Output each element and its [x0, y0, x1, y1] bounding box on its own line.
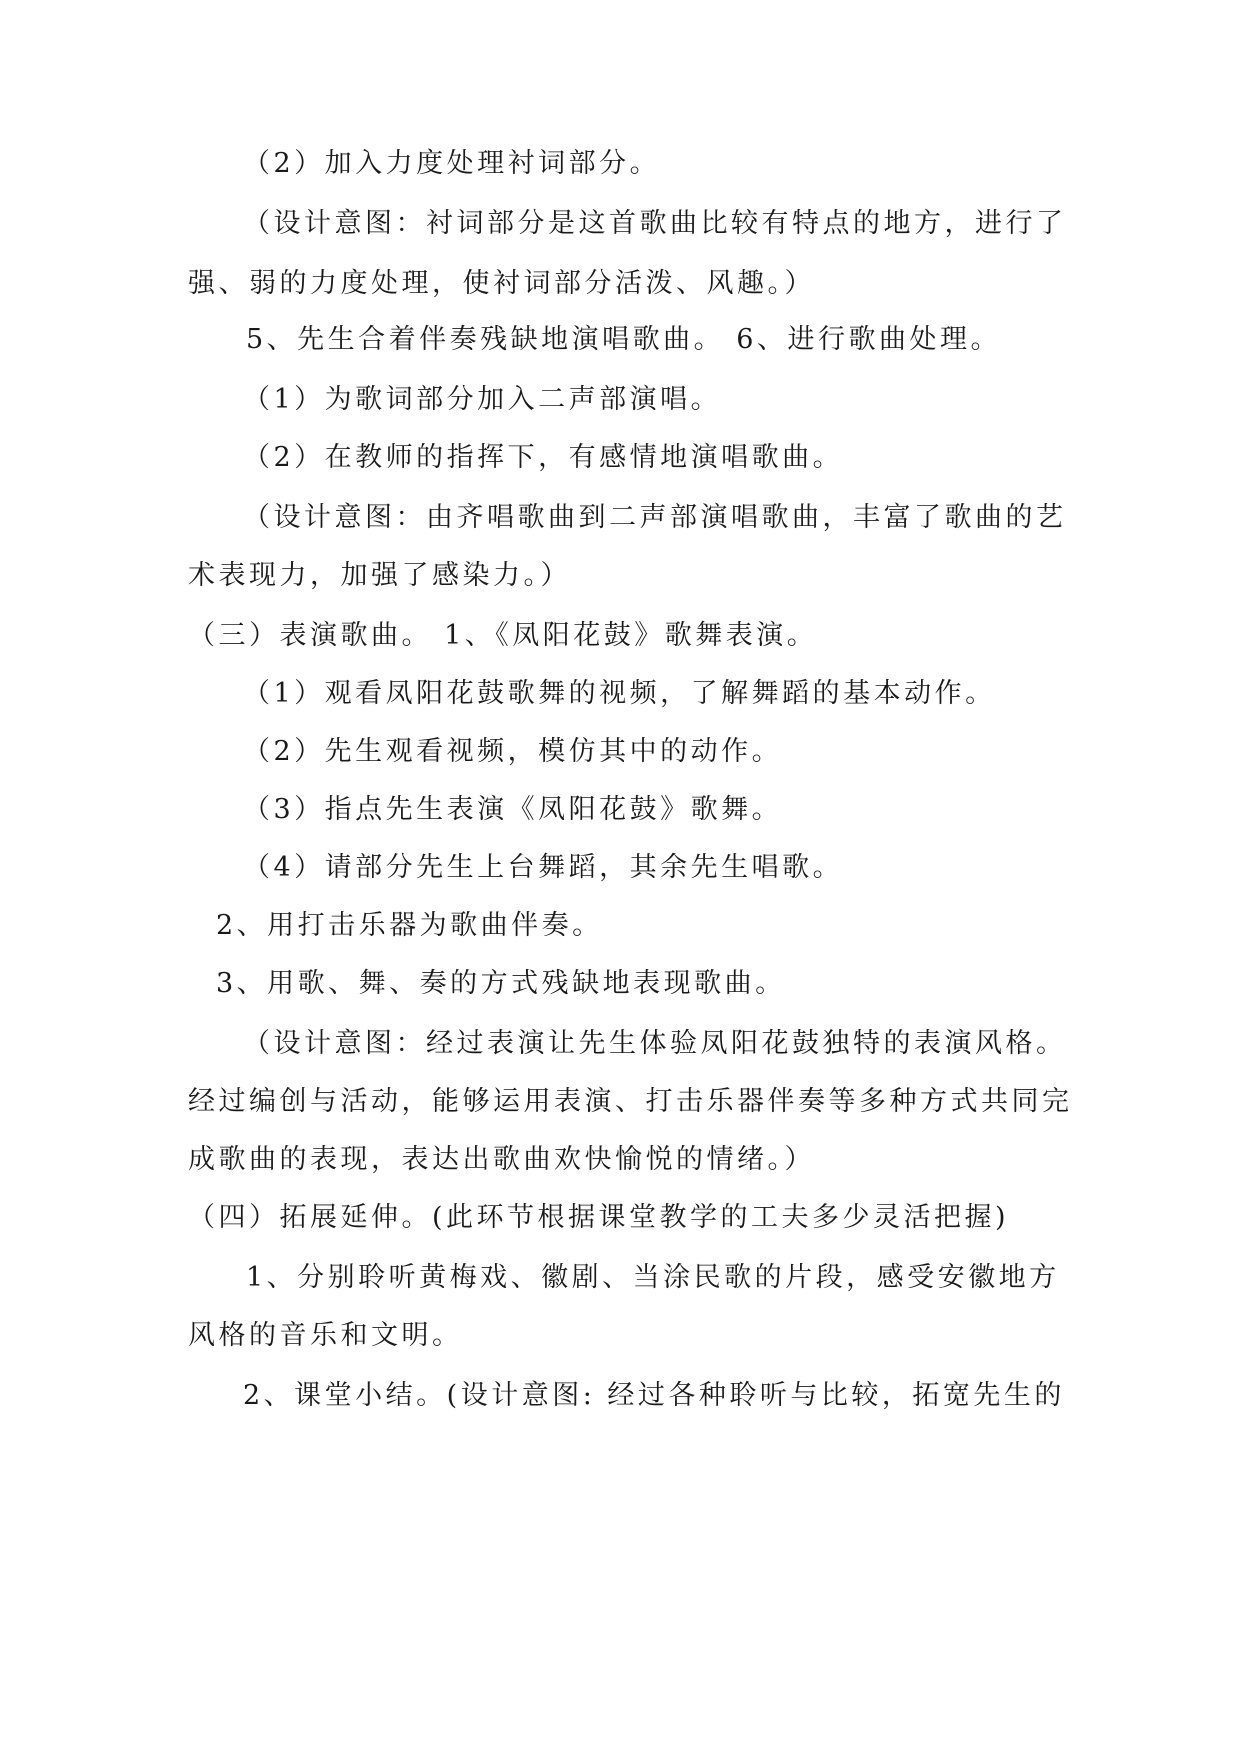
text-line-19: （四）拓展延伸。(此环节根据课堂教学的工夫多少灵活把握) [188, 1202, 1010, 1233]
text-line-22: 2、课堂小结。(设计意图: 经过各种聆听与比较，拓宽先生的 [243, 1380, 1065, 1411]
text-line-5: （1）为歌词部分加入二声部演唱。 [243, 384, 722, 415]
text-line-4: 5、先生合着伴奏残缺地演唱歌曲。 6、进行歌曲处理。 [246, 324, 1001, 355]
text-line-1: （2）加入力度处理衬词部分。 [243, 148, 661, 179]
text-line-13: （4）请部分先生上台舞蹈，其余先生唱歌。 [243, 852, 844, 883]
text-line-2: （设计意图：衬词部分是这首歌曲比较有特点的地方，进行了 [243, 208, 1067, 239]
text-line-7: （设计意图：由齐唱歌曲到二声部演唱歌曲，丰富了歌曲的艺 [243, 502, 1067, 533]
text-line-20: 1、分别聆听黄梅戏、徽剧、当涂民歌的片段，感受安徽地方 [246, 1262, 1060, 1293]
text-line-16: （设计意图：经过表演让先生体验凤阳花鼓独特的表演风格。 [243, 1028, 1067, 1059]
text-line-10: （1）观看凤阳花鼓歌舞的视频，了解舞蹈的基本动作。 [243, 678, 996, 709]
text-line-6: （2）在教师的指挥下，有感情地演唱歌曲。 [243, 442, 844, 473]
text-line-3: 强、弱的力度处理，使衬词部分活泼、风趣。） [188, 268, 815, 299]
text-line-18: 成歌曲的表现，表达出歌曲欢快愉悦的情绪。） [188, 1144, 815, 1175]
text-line-15: 3、用歌、舞、奏的方式残缺地表现歌曲。 [216, 968, 786, 999]
text-line-17: 经过编创与活动，能够运用表演、打击乐器伴奏等多种方式共同完 [188, 1086, 1073, 1117]
text-line-14: 2、用打击乐器为歌曲伴奏。 [216, 910, 603, 941]
text-line-12: （3）指点先生表演《凤阳花鼓》歌舞。 [243, 794, 783, 825]
text-line-9: （三）表演歌曲。 1、《凤阳花鼓》歌舞表演。 [188, 620, 818, 651]
text-line-11: （2）先生观看视频，模仿其中的动作。 [243, 736, 783, 767]
text-line-8: 术表现力，加强了感染力。） [188, 560, 571, 591]
text-line-21: 风格的音乐和文明。 [188, 1320, 463, 1351]
